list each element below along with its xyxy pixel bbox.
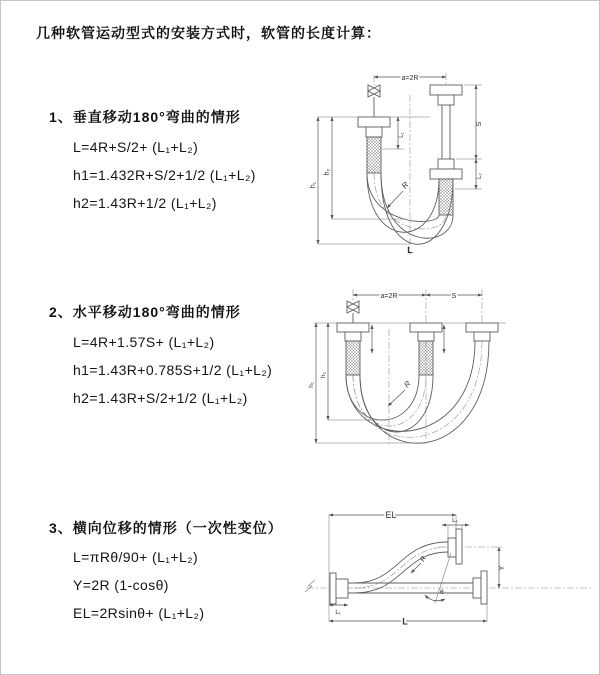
formula-3-1: L=πRθ/90+ (L₁+L₂) <box>73 549 199 565</box>
dimensions <box>329 510 506 627</box>
pipe-assemblies <box>314 301 506 375</box>
valve-icon <box>347 301 359 313</box>
diagram-horizontal-180-bend <box>304 283 600 451</box>
hoses <box>346 341 489 443</box>
formula-3-3: EL=2Rsinθ+ (L₁+L₂) <box>73 605 205 621</box>
pipes <box>330 529 487 604</box>
section-3-heading: 3、横向位移的情形（一次性变位） <box>49 520 283 536</box>
dim-label-h2: h₂ <box>320 371 327 379</box>
diagram-lateral-displacement <box>299 501 600 641</box>
section-2-heading: 2、水平移动180°弯曲的情形 <box>49 304 241 320</box>
dim-label-a2r: a=2R <box>380 293 398 300</box>
dim-label-l2: L₂ <box>477 173 483 179</box>
dim-label-s: S <box>476 121 483 127</box>
page-title: 几种软管运动型式的安装方式时，软管的长度计算： <box>36 25 381 41</box>
left-pipe-assembly <box>358 85 390 173</box>
dimensions <box>310 75 483 255</box>
right-pipe-assembly <box>430 85 462 215</box>
formula-3-2: Y=2R (1-cosθ) <box>73 577 169 593</box>
formula-2-2: h1=1.43R+0.785S+1/2 (L₁+L₂) <box>73 362 273 378</box>
section-1-heading: 1、垂直移动180°弯曲的情形 <box>49 109 241 125</box>
valve-icon <box>368 85 380 97</box>
dim-label-h1: h₁ <box>308 382 315 388</box>
dim-label-l1: L₁ <box>399 132 405 138</box>
centerlines <box>353 289 482 445</box>
radius-label: R <box>419 555 428 564</box>
angle-label-theta: θ <box>440 589 444 596</box>
dim-label-h2: h₂ <box>324 168 331 176</box>
formula-1-2: h1=1.432R+S/2+1/2 (L₁+L₂) <box>73 167 256 183</box>
centerlines <box>374 73 446 255</box>
formula-1-3: h2=1.43R+1/2 (L₁+L₂) <box>73 195 217 211</box>
break-mark <box>305 580 315 592</box>
formula-1-1: L=4R+S/2+ (L₁+L₂) <box>73 139 199 155</box>
dim-label-a2r: a=2R <box>401 75 419 82</box>
dim-label-l: L <box>402 616 408 627</box>
dim-label-l1: L₁ <box>335 610 341 616</box>
dim-label-l: L <box>407 245 413 255</box>
diagram-vertical-180-bend <box>306 67 600 263</box>
dim-label-h1: h₁ <box>310 181 317 189</box>
formula-2-3: h2=1.43R+S/2+1/2 (L₁+L₂) <box>73 390 248 406</box>
dim-label-s: S <box>451 293 457 300</box>
dim-label-l2: L₂ <box>452 518 458 524</box>
dim-label-y: Y <box>499 565 506 571</box>
dimensions <box>308 293 482 443</box>
radius-label: R <box>402 379 413 390</box>
dim-label-el: EL <box>385 510 397 520</box>
radius-label: R <box>399 180 411 191</box>
formula-2-1: L=4R+1.57S+ (L₁+L₂) <box>73 334 215 350</box>
